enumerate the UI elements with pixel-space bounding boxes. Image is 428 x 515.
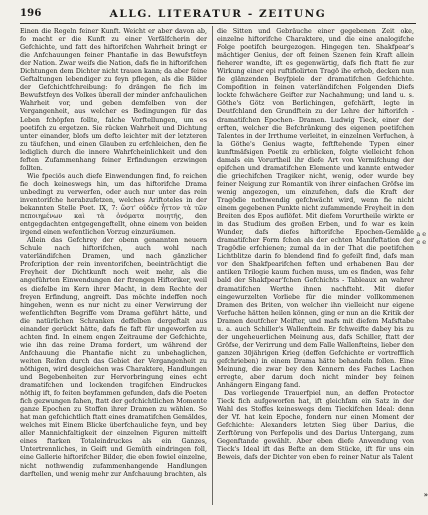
header-rule [20, 23, 416, 24]
page-number: 196 [20, 8, 42, 19]
left-column [20, 27, 207, 505]
margin-edge-letters: a e e e [416, 230, 426, 247]
column-divider [212, 26, 213, 505]
right-paragraph-2: Das vorliegende Trauerfpiel nun, an deffen Protector Tieck fich aufgeworfen hat, ift gleichfam ein Satz in der Wahl des Stoffes keineswegs dem Tieckifchen Ideal: denn der Vf. hat kein Epoche, fondern nur einen Moment der Gefchichte: Alexanders letzten Sieg über Darius, die Zerftörung von Perfepolis und des Darius Untergang, zum Gegenftande gewählt. Aber eben diefe Anwendung von Tieck's Ideal ift das Befte an dem Stücke, ift für uns ein Beweis, dafs der Dichter von eben fo reiner Natur als Talent [217, 389, 414, 462]
closing-mark: » [423, 490, 428, 499]
left-paragraph-3: Allein das Gefchrey der obenn genannten neuern Schule nach hiftorifchen, auch wohl nach vaterländifchen Dramen, und nach gänzlicher Profcription der rein inventorifchen, beeinträchtigt die Freyheit der Dichtkunft noch weit mehr, als die angeführten Einwendungen der ftrengen Hiftoriker, weil es diefelbe im Kern ihrer Macht, in dem Rechte der freyen Erfindung, angreift. Das möchte indeffen noch hingehen, wenn es nur nicht zu einer Verwirrung der wefentlichften Begriffe vom Drama geführt hätte, und die natürlichen Schranken deffelben dergeftalt aus einander gerückt hätte, dafs fie faft für ungeworfen zu achten find. In einem engen Zeitraume der Gefchichte, wie ihn das reine Drama fordert, um während der Anfchauung die Phantafie nicht zu unbehaglichen, weiten Reifen durch das Gebiet der Vergangenheit zu nöthigen, wird desgleichen was Charaktere, Handlungen und Begebenheiten zur Hervorbringung eines echt dramatifchen und lockenden tragifchen Eindruckes nöthig ift, fo feiten beyfammen gefunden, dafs die Poeten fich gezwungen fahen, ftatt der gefchichtlichen Momente ganze Epochen zu Stoffen ihrer Dramen zu wählen. So hat man gefchichtlich ftatt eines dramatifchen Gemäldes, welches mit Einem Blicke überfchauliche feyn, und bey aller Mannichfaltigkeit der einzelnen Figuren mittelft eines ftarken Totaleindruckes als ein Ganzes, Untertrennliches, in Geift und Gemüth eindringen foll, eine Gallerie hiftorifcher Bilder, die eben fowiel einzelne, nicht nothwendig zufammenhangende Handlungen darftellen, und wenig mehr zur Anfchauung brachten, als [20, 236, 207, 478]
left-paragraph-1: Einen die Regeln feiner Kunft. Weicht er aber davon ab, fo macht er die Kunft zu einer Verfälfcherin der Gefchichte, und fatt des hiftorifchen Wahrheit bringt er die Anfchauungen feiner Phantafie in das Bewufstfeyn der Nation. Zwar weifs die Nation, dafs fie in hiftorifchen Dichtungen dem Dichter nicht trauen kann; da aber feine Geftaltungen lebendiger zu feyn pflegen, als die Bilder der Gefchichtfchreibung: fo drängen fie fich im Bewufstfeyn des Volkes überall der minder anfchaulichen Wahrheit vor, und geben demfelben von der Vergangenheit, aus welcher es Bedingungen für das Leben fchöpfen follte, falche Vorftellungen, um es poetifch zu ergetzen. Sie rücken Wahrheit und Dichtung unter einander, blofs um defto leichter mit der letzteren zu täufchen, und einen Glauben zu erfchleichen, den fie lediglich durch die innere Wahrfcheinlichkeit und den feften Zufammenhang feiner Erfindungen erzwingen follten. [20, 27, 207, 172]
page-header [20, 8, 416, 22]
running-title: ALLG. LITERATUR - ZEITUNG [109, 8, 327, 20]
left-paragraph-2: Wie fpeciös auch diefe Einwendungen find, fo reichen fie doch keineswegs hin, um das hiftorifche Drama unbedingt zu verwerfen, oder auch nur unter das rein inventorifche herabzufetzen, welches Ariftoteles in der bekannten Stelle Poet. IX, 7: ὥστ' οὐδὲν ἧττον τὰ τῶν πεποιημένων καὶ τὰ ὀνόματα ποιητής, den entgegdachten entgegengeftellt, ohne einem von beiden irgend einen wefentlichen Vorzug einzuräumen. [20, 171, 207, 237]
right-column [217, 27, 414, 505]
right-paragraph-1: die Sitten und Gebräuche einer gegebenen Zeit oke, einzelne hiftorifche Charaktere, und die eine analogifche Folge poetifch beurgezogen. Hingegen ten. Shakfpear's mächtiger Genius, der oft feinen Szenen fein Kraft allein fieherer wandte, ift es gegenwärtig, dafs fich ftatt fie zur Wirkung einer epi ruftifiolirten Tragö ihe erhob, decken nun fie glänzenden Beyfpiele der dramatifchen Gefchichte. Compofition in feinen vaterländifchen Folgenden Diefs lockte fchwächere Geifter zur Nachahmung; und land u. s. Göthe's Götz von Berlichingen, gefchärft, legte in Deutfchland den Grundftein zu der Lehre der hiftorifch - dramatifchen Epochen- Dramen. Ludwig Tieck, einer der erften, welcher die Befchränkung des eigenen poetifchen Talentes in der Irrthume verleitet, in einzelnen Verfuchen, à la Göthe's Genius wagte, feftftehende Typen einer kunftmäfsigen Poetik zu erblicken, folgte vielleicht fchon damals ein Vorurtheil ihr diefe Art von Vermifchung der epifchen und dramatifchen Elemente und kannte entweder die griechifchen Tragiker nicht, wenig, oder wurde bey feiner Neigung zur Romantik von ihrer einfachen Gröfse im wenig angezogen, um einzufehen, dafs die Kraft der Tragödie nothwendig gefchwächt wird, wenn fie nicht einem gegebenen Punkte nicht zufammende Freyheit in den Breiten des Epos auflöfet. Mit diefem Vorurtheile wirkte er in das Studium des großen Erben, und fo war es kein Wunder, dafs diefes hiftorifche Epochen-Gemälde dramatifcher Form fchon als der echten Manifeftation der Tragödie erfchienen; zumal da in der That die poetifchen Lichtblitze darin fo blendend find fo gefeilt find, dafs man vor den Shakfpearifchen feften und erhabenen Bau der antiken Trilogie kaum fuchen muss, um es finden, was fehr bald der Shakfpear'fchen Gefchichts - Tableaux an wahrer dramatifchen Werthe ihnen nachfteht. Mit diefer eingewurzelten Vorliebe für die minder vollkommenen Dramen des Briten, von welcher ihn vielleicht nur eigene Verfuche hätten heilen können, ging er nun an die Kritik der Dramen deutfcher Meifter, und mafs mit diefem Mafsftabe u. a. auch Schiller's Wallenftein. Er fchweifte dabey bis zu der ungeheuerlichen Meinung aus, dafs Schiller, ftatt der Gröfse, der Verirrung und dem Falle Wallenfteins, lieber den ganzen 30jährigen Krieg (deffen Gefchichte er vortrefflich gefchrieben) in einem Drama hätte behandeln follen. Eine Meinung, die zwar bey den Kennern des Faches Lachen erregte, aber darum doch nicht minder bey feinen Anhängern Eingang fand. [217, 27, 414, 390]
